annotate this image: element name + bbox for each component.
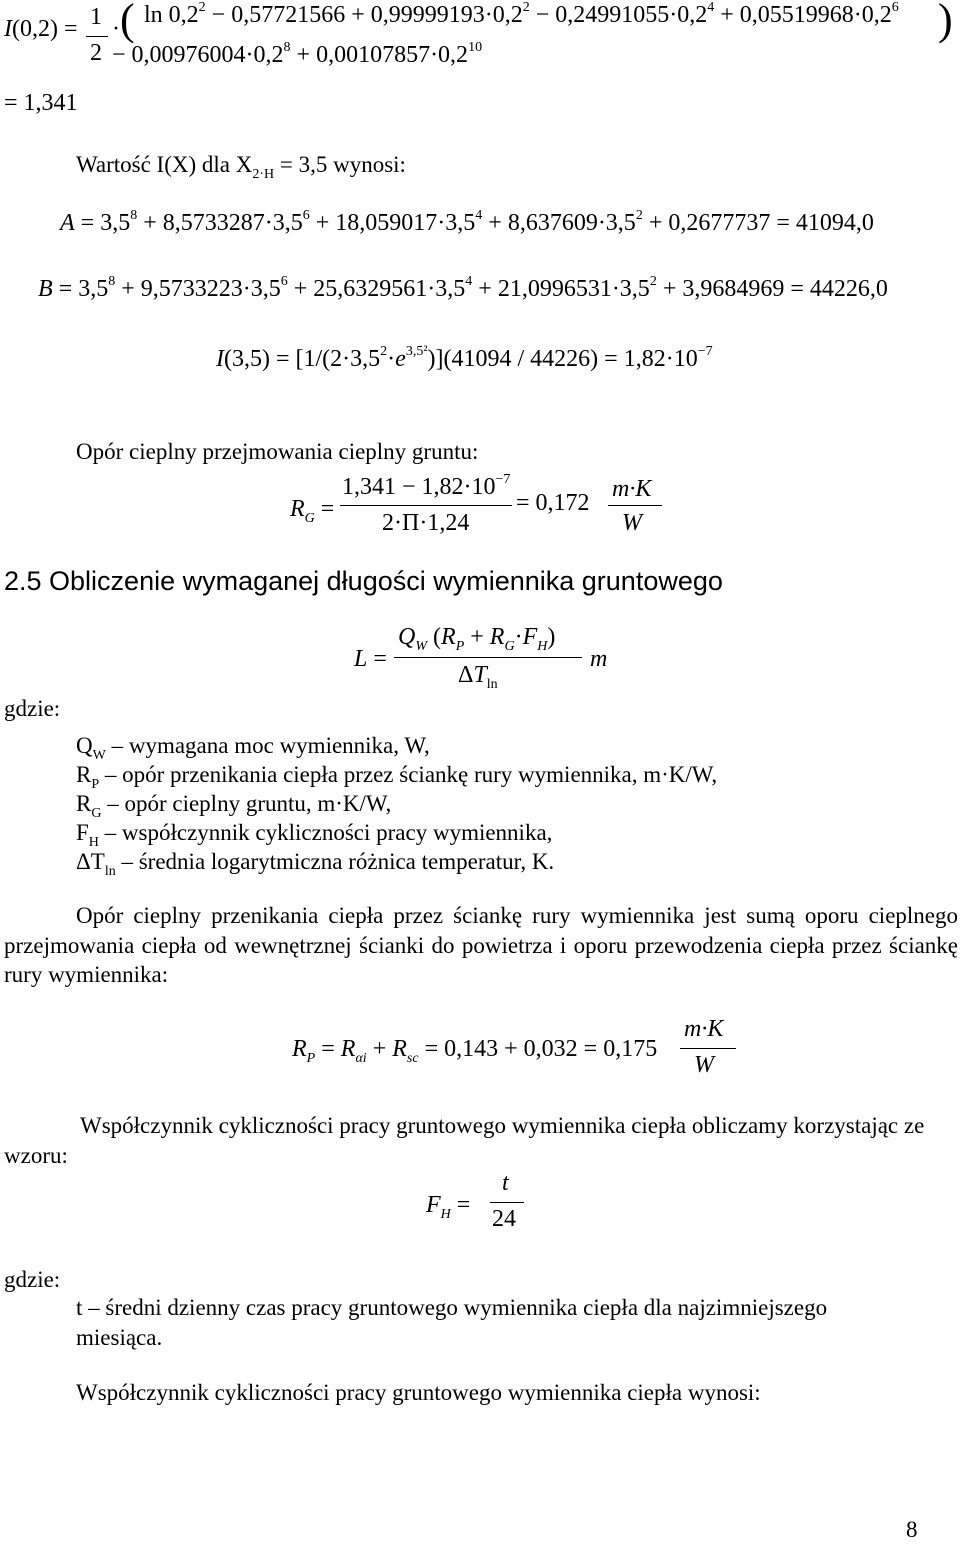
eq-rp-unit-den: W — [694, 1052, 714, 1078]
eq-i02-result: = 1,341 — [4, 90, 78, 116]
eq-fh-num: t — [502, 1170, 509, 1196]
definition-rp: $R_P$ – opór przenikania ciepła przez ściankę rury wymiennika, m·K/W, — [76, 762, 718, 792]
eq-l-bar — [394, 657, 582, 658]
eq-i02-line1: $\ln 0,2^2 - 0,57721566 + 0,99999193\cdot 0,2^2 - 0,24991055\cdot 0,2^4 + 0,05519968\cdot 0,2^6$ — [144, 0, 899, 28]
eq-rg-bar — [340, 505, 512, 506]
eq-rg-unit-bar — [608, 505, 662, 506]
eq-rg-unit-num: m·K — [612, 476, 652, 502]
eq-rp-unit-num: m·K — [684, 1016, 724, 1042]
eq-i02-right-paren: ) — [938, 0, 953, 44]
gdzie-label-2: gdzie: — [4, 1267, 61, 1292]
section-heading: 2.5 Obliczenie wymaganej długości wymiennika gruntowego — [4, 566, 723, 596]
eq-i02-lhs: I(0,2) = — [4, 16, 78, 42]
eq-i02-left-paren: ( — [120, 0, 135, 44]
eq-i02-coef-bar — [86, 36, 108, 37]
eq-rg-value: = 0,172 — [516, 490, 590, 516]
eq-fh-den: 24 — [492, 1206, 516, 1232]
paragraph-rp: Opór cieplny przenikania ciepła przez ściankę rury wymiennika jest sumą oporu cieplnego przejmowania ciepła od wewnętrznej ścianki do powietrza i oporu przewodzenia ciepła przez ściankę rury wymiennika: — [4, 903, 958, 987]
eq-rg-unit-den: W — [622, 510, 642, 536]
eq-rp-unit-bar — [680, 1048, 736, 1049]
eq-i02-coef-num: 1 — [90, 4, 102, 30]
eq-i02-dot: · — [112, 16, 120, 42]
eq-l-lhs: L = — [354, 646, 387, 672]
rg-intro: Opór cieplny przejmowania cieplny gruntu: — [76, 439, 479, 464]
eq-fh-bar — [490, 1202, 524, 1203]
eq-i02-coef-den: 2 — [90, 40, 102, 66]
paragraph-fh-value: Współczynnik cykliczności pracy gruntowego wymiennika ciepła wynosi: — [76, 1380, 761, 1405]
paragraph-fh: Współczynnik cykliczności pracy gruntowego wymiennika ciepła obliczamy korzystając ze wzoru: — [4, 1113, 925, 1168]
eq-rg-lhs: $R_G$ = — [290, 496, 335, 526]
definition-dtln: $\Delta T_{ln}$ – średnia logarytmiczna różnica temperatur, K. — [76, 849, 555, 879]
eq-fh-lhs: $F_H$ = — [426, 1192, 471, 1222]
eq-i02-line2: − $0,00976004\cdot 0,2^8 + 0,00107857\cdot 0,2^{10}$ — [112, 40, 483, 68]
eq-rg-den: 2·Π·1,24 — [382, 510, 470, 536]
eq-rg-num: $1,341 - 1,82\cdot 10^{-7}$ — [342, 472, 511, 500]
equation-b: $B = 3,5^8 + 9,5733223\cdot 3,5^6 + 25,6329561\cdot 3,5^4 + 21,0996531\cdot 3,5^2 + 3,9684969 = 44226,0$ — [38, 274, 888, 302]
gdzie-label-1: gdzie: — [4, 696, 61, 721]
definition-qw: $Q_W$ – wymagana moc wymiennika, W, — [76, 733, 430, 763]
definition-fh: $F_H$ – współczynnik cykliczności pracy wymiennika, — [76, 820, 553, 850]
eq-rp-expr: $R_P = R_{\alpha i} + R_{sc} = 0,143 + 0,032 = 0,175$ — [292, 1036, 658, 1066]
page-number: 8 — [906, 1517, 918, 1542]
eq-l-unit: m — [590, 646, 608, 672]
definition-t: t – średni dzienny czas pracy gruntowego wymiennika ciepła dla najzimniejszego miesiąca. — [76, 1295, 828, 1350]
equation-a: $A = 3,5^8 + 8,5733287\cdot 3,5^6 + 18,059017\cdot 3,5^4 + 8,637609\cdot 3,5^2 + 0,2677737 = 41094,0$ — [60, 208, 874, 236]
definition-rg: $R_G$ – opór cieplny gruntu, m·K/W, — [76, 791, 392, 821]
equation-i35: $I(3,5) = [1/(2\cdot 3,5^2\cdot e^{3,5^2})](41094 / 44226) = 1,82\cdot 10^{-7}$ — [216, 344, 713, 372]
intro-ix: Wartość I(X) dla $X_{2\cdot H} = 3,5$ wynosi: — [76, 152, 406, 182]
eq-l-num: $Q_W$ $(R_P + R_G\cdot F_H)$ — [398, 624, 556, 654]
eq-l-den: $\Delta T_{ln}$ — [458, 662, 498, 692]
